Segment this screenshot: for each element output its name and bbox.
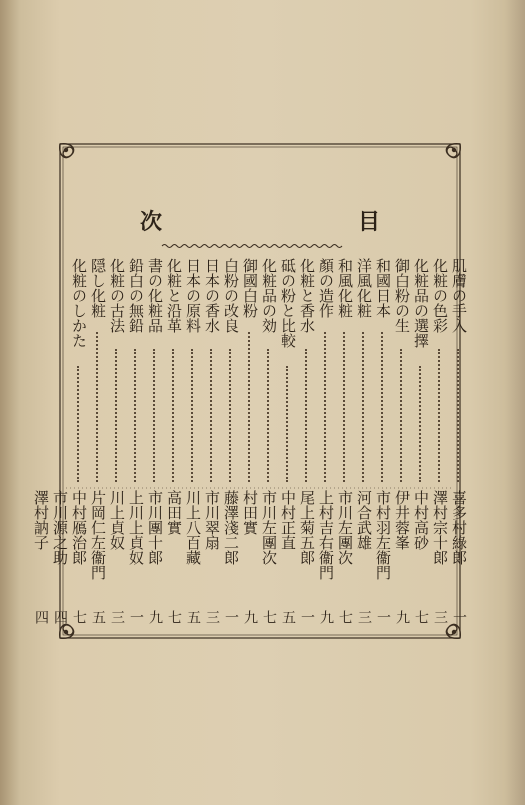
toc-entry[interactable]: [146, 258, 163, 638]
entry-page: 五: [185, 610, 201, 624]
dotted-leader: [172, 349, 176, 482]
entry-title: 書の化粧品: [146, 258, 164, 333]
entry-author: 上村吉右衞門: [317, 490, 335, 580]
toc-entry[interactable]: [222, 258, 239, 638]
entry-author: 伊井蓉峯: [393, 490, 411, 550]
toc-entry[interactable]: [393, 258, 410, 638]
entry-page: 七: [261, 610, 277, 624]
entry-page: 七: [71, 610, 87, 624]
entry-page: 三: [432, 610, 448, 624]
toc-entry[interactable]: [127, 258, 144, 638]
entry-title: 砥の粉と比較: [279, 258, 297, 348]
dotted-leader: [324, 332, 328, 482]
entry-author: 上川上貞奴: [127, 490, 145, 565]
entry-title: 和風化粧: [336, 258, 354, 318]
entry-author: 喜多村綠郞: [450, 490, 468, 565]
entry-title: 隠し化粧: [89, 258, 107, 318]
entry-title: 肌膚の手入: [450, 258, 468, 333]
entry-page: 九: [147, 610, 163, 624]
entry-author: 村田實: [241, 490, 259, 535]
dotted-leader: [134, 349, 138, 482]
entry-author: 市川左團次: [336, 490, 354, 565]
entry-page: 一: [451, 610, 467, 624]
toc-entry[interactable]: [165, 258, 182, 638]
entry-author: 中村鴈治郞: [70, 490, 88, 565]
entry-page: 九: [242, 610, 258, 624]
title-char-1: 次: [140, 209, 163, 235]
dotted-leader: [248, 332, 252, 482]
frame-corner-dot-0: [64, 148, 68, 152]
toc-entry[interactable]: [431, 258, 448, 638]
toc-entry[interactable]: [203, 258, 220, 638]
dotted-leader: [286, 366, 290, 482]
entry-title: 化粧と香水: [298, 258, 316, 333]
entry-author: 市川源之助: [51, 490, 69, 565]
dotted-leader: [191, 349, 195, 482]
entry-title: 日本の原料: [184, 258, 202, 333]
toc-entry[interactable]: [336, 258, 353, 638]
entry-author: 市川翠扇: [203, 490, 221, 550]
entry-title: 白粉の改良: [222, 258, 240, 333]
entry-page: 一: [299, 610, 315, 624]
dotted-leader: [381, 332, 385, 482]
toc-entry[interactable]: [355, 258, 372, 638]
entry-author: 市川左團次: [260, 490, 278, 565]
entry-author: 高田實: [165, 490, 183, 535]
dotted-leader: [419, 366, 423, 482]
entry-author: 片岡仁左衞門: [89, 490, 107, 580]
toc-entry[interactable]: [70, 258, 87, 638]
toc-entry[interactable]: [260, 258, 277, 638]
dotted-leader: [305, 349, 309, 482]
entry-page: 五: [90, 610, 106, 624]
dotted-leader: [229, 349, 233, 482]
entry-title: 化粧のしかた: [70, 258, 88, 348]
dotted-leader: [267, 349, 271, 482]
entry-author: 澤村訥子: [32, 490, 50, 550]
entry-page: 七: [337, 610, 353, 624]
entry-page: 九: [318, 610, 334, 624]
entry-author: 藤澤淺二郞: [222, 490, 240, 565]
dotted-leader: [343, 332, 347, 482]
entry-page: 四: [52, 610, 68, 624]
page-title: [140, 205, 380, 236]
entry-page: 三: [356, 610, 372, 624]
entry-title: 化粧品の効: [260, 258, 278, 333]
toc-entry[interactable]: [412, 258, 429, 638]
entry-page: 七: [413, 610, 429, 624]
dotted-leader: [153, 349, 157, 482]
entry-author: 川上八百藏: [184, 490, 202, 565]
dotted-leader: [362, 332, 366, 482]
dotted-leader: [96, 332, 100, 482]
toc-entry[interactable]: [450, 258, 467, 638]
entry-title: 洋風化粧: [355, 258, 373, 318]
entry-author: 市川團十郞: [146, 490, 164, 565]
entry-title: 日本の香水: [203, 258, 221, 333]
entry-author: 川上貞奴: [108, 490, 126, 550]
toc-entry[interactable]: [317, 258, 334, 638]
entry-page: 三: [204, 610, 220, 624]
entry-title: 御白粉の生: [393, 258, 411, 333]
entry-title: 御國白粉: [241, 258, 259, 318]
entry-page: 一: [128, 610, 144, 624]
entry-author: 澤村宗十郞: [431, 490, 449, 565]
entry-page: 九: [394, 610, 410, 624]
toc-entry[interactable]: [184, 258, 201, 638]
dotted-leader: [400, 349, 404, 482]
toc-entry[interactable]: [241, 258, 258, 638]
entry-page: 三: [109, 610, 125, 624]
title-char-0: 目: [357, 209, 380, 235]
dotted-leader: [115, 349, 119, 482]
entry-title: 化粧の色彩: [431, 258, 449, 333]
toc-entry[interactable]: [279, 258, 296, 638]
dotted-leader: [77, 366, 81, 482]
entry-author: 河合武雄: [355, 490, 373, 550]
dotted-leader: [457, 349, 461, 482]
entry-author: 中村高砂: [412, 490, 430, 550]
toc-entry[interactable]: [374, 258, 391, 638]
entry-title: 顏の造作: [317, 258, 335, 318]
entry-page: 一: [375, 610, 391, 624]
dotted-leader: [438, 349, 442, 482]
entry-author: 中村正直: [279, 490, 297, 550]
entry-title: 鉛白の無鉛: [127, 258, 145, 333]
entry-author: 市村羽左衞門: [374, 490, 392, 580]
entry-title: 化粧と沿革: [165, 258, 183, 333]
entry-title: 化粧品の選擇: [412, 258, 430, 348]
entry-page: 五: [280, 610, 296, 624]
entry-author: 尾上菊五郞: [298, 490, 316, 565]
toc-entry[interactable]: [89, 258, 106, 638]
title-divider: [162, 245, 342, 248]
entry-page: 一: [223, 610, 239, 624]
toc-entry[interactable]: [51, 258, 68, 638]
frame-corner-dot-1: [452, 148, 456, 152]
toc-entry[interactable]: [298, 258, 315, 638]
dotted-leader: [210, 349, 214, 482]
entry-page: 七: [166, 610, 182, 624]
entry-page: 四: [33, 610, 49, 624]
toc-entry[interactable]: [108, 258, 125, 638]
entry-title: 化粧の古法: [108, 258, 126, 333]
entry-title: 和國日本: [374, 258, 392, 318]
toc-entry[interactable]: [32, 258, 49, 638]
